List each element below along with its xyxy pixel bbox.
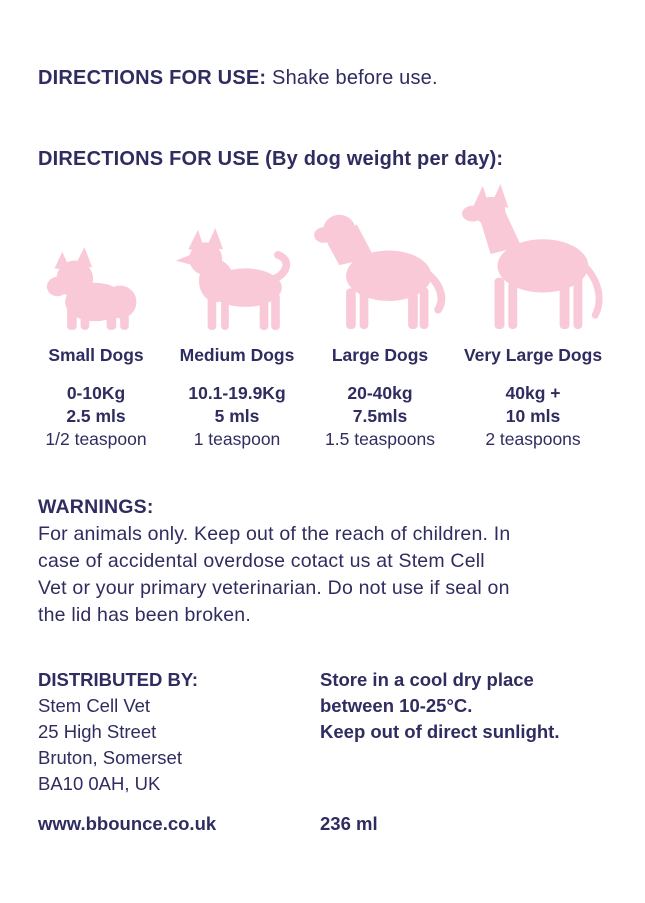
dose-ml: 5 mls (214, 406, 260, 426)
volume-label: 236 ml (320, 813, 378, 834)
website-url: www.bbounce.co.uk (38, 813, 217, 834)
weight-range: 20-40kg (347, 383, 413, 403)
weight-range: 40kg + (505, 383, 561, 403)
storage-line: between 10-25°C. (320, 695, 473, 716)
directions-simple (38, 67, 438, 90)
dose-ml: 7.5mls (352, 406, 408, 426)
warnings-section (38, 494, 510, 629)
dose-block-medium (188, 382, 285, 451)
warnings-line: the lid has been broken. (38, 604, 251, 626)
dose-teaspoon: 1.5 teaspoons (325, 429, 435, 449)
distributor-line: Stem Cell Vet (38, 695, 151, 716)
dose-ml: 10 mls (505, 406, 561, 426)
storage-line: Store in a cool dry place (320, 669, 534, 690)
storage-line: Keep out of direct sunlight. (320, 721, 560, 742)
dose-teaspoon: 1 teaspoon (193, 429, 281, 449)
warnings-title: WARNINGS: (38, 496, 154, 518)
dog-area-very-large (458, 183, 608, 331)
directions-simple-text: Shake before use. (272, 67, 438, 89)
small-dog-silhouette-icon (43, 246, 149, 331)
dog-area-small (43, 183, 149, 331)
distributor-line: BA10 0AH, UK (38, 773, 161, 794)
dose-teaspoon: 1/2 teaspoon (45, 429, 147, 449)
storage-section (320, 667, 559, 745)
dose-block-very-large (485, 382, 580, 451)
dog-area-medium (172, 183, 302, 331)
large-dog-silhouette-icon (312, 205, 448, 331)
dog-size-label: Large Dogs (331, 345, 429, 365)
dosage-column-large (312, 183, 448, 451)
dosage-column-medium (162, 183, 312, 451)
dosage-column-very-large (448, 183, 618, 451)
dog-area-large (312, 183, 448, 331)
dose-block-small (45, 382, 146, 451)
very-large-dog-silhouette-icon (458, 183, 608, 331)
warnings-line: case of accidental overdose cotact us at Stem Cell (38, 550, 485, 572)
directions-simple-title: DIRECTIONS FOR USE: (38, 67, 267, 89)
weight-range: 0-10Kg (66, 383, 126, 403)
dosage-table (30, 183, 618, 451)
weight-range: 10.1-19.9Kg (188, 383, 286, 403)
distributor-section (38, 667, 198, 797)
distributor-line: 25 High Street (38, 721, 157, 742)
dog-size-label: Small Dogs (48, 345, 144, 365)
medium-dog-silhouette-icon (172, 227, 302, 331)
dose-ml: 2.5 mls (66, 406, 126, 426)
dose-teaspoon: 2 teaspoons (485, 429, 581, 449)
dosage-column-small (30, 183, 162, 451)
distributor-line: Bruton, Somerset (38, 747, 182, 768)
dose-block-large (325, 382, 435, 451)
dog-size-label: Medium Dogs (179, 345, 295, 365)
warnings-line: Vet or your primary veterinarian. Do not use if seal on (38, 577, 510, 599)
warnings-line: For animals only. Keep out of the reach of children. In (38, 523, 511, 545)
directions-weight-title: DIRECTIONS FOR USE (By dog weight per day): (38, 148, 504, 170)
distributor-title: DISTRIBUTED BY: (38, 669, 198, 690)
dog-size-label: Very Large Dogs (463, 345, 603, 365)
